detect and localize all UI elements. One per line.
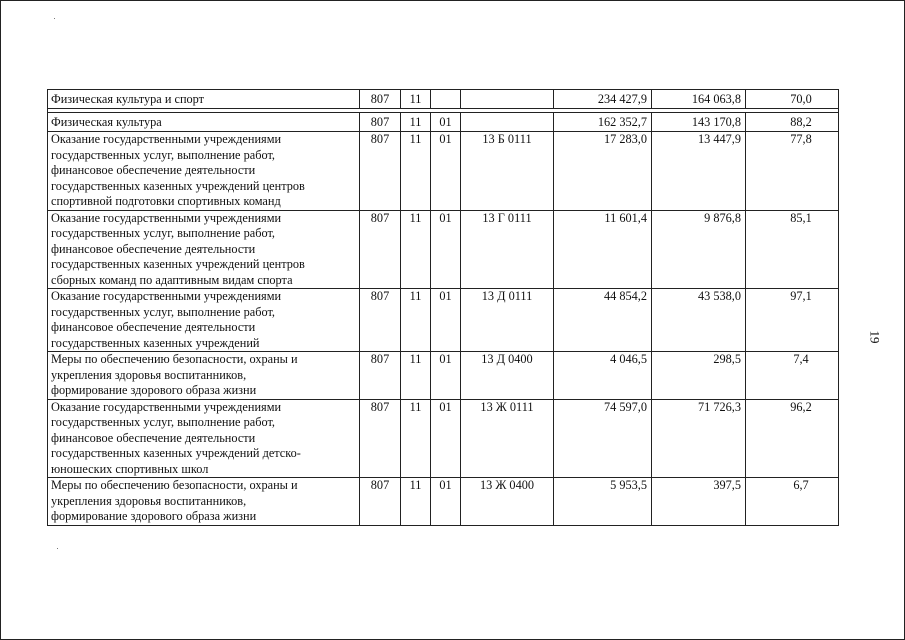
scan-speck xyxy=(54,18,55,19)
cell-pr: 01 xyxy=(431,478,461,526)
cell-plan: 11 601,4 xyxy=(554,210,652,289)
cell-plan: 44 854,2 xyxy=(554,289,652,352)
cell-percent: 85,1 xyxy=(746,210,839,289)
cell-rz: 11 xyxy=(401,113,431,132)
cell-ved: 807 xyxy=(360,113,401,132)
cell-pr: 01 xyxy=(431,210,461,289)
cell-ved: 807 xyxy=(360,478,401,526)
cell-csr: 13 Ж 0111 xyxy=(461,399,554,478)
budget-table xyxy=(47,89,839,526)
cell-rz: 11 xyxy=(401,352,431,400)
table-body xyxy=(48,90,839,526)
cell-rz: 11 xyxy=(401,289,431,352)
cell-pr xyxy=(431,90,461,109)
cell-name: Оказание государственными учреждениями государственных услуг, выполнение работ, финансовое обеспечение деятельности государственных казенных учреждений центров сборных команд по адаптивным видам спорта xyxy=(48,210,360,289)
table-row xyxy=(48,289,839,352)
cell-name: Физическая культура и спорт xyxy=(48,90,360,109)
cell-pr: 01 xyxy=(431,132,461,211)
cell-csr: 13 Ж 0400 xyxy=(461,478,554,526)
cell-ved: 807 xyxy=(360,399,401,478)
cell-csr: 13 Д 0111 xyxy=(461,289,554,352)
cell-fact: 71 726,3 xyxy=(652,399,746,478)
cell-percent: 97,1 xyxy=(746,289,839,352)
cell-fact: 397,5 xyxy=(652,478,746,526)
cell-name: Оказание государственными учреждениями государственных услуг, выполнение работ, финансовое обеспечение деятельности государственных казенных учреждений центров спортивной подготовки спортивных команд xyxy=(48,132,360,211)
cell-percent: 88,2 xyxy=(746,113,839,132)
cell-fact: 9 876,8 xyxy=(652,210,746,289)
cell-fact: 164 063,8 xyxy=(652,90,746,109)
cell-fact: 43 538,0 xyxy=(652,289,746,352)
table-row xyxy=(48,352,839,400)
cell-rz: 11 xyxy=(401,210,431,289)
cell-name: Оказание государственными учреждениями государственных услуг, выполнение работ, финансовое обеспечение деятельности государственных казенных учреждений детско- юношеских спортивных школ xyxy=(48,399,360,478)
cell-plan: 4 046,5 xyxy=(554,352,652,400)
cell-ved: 807 xyxy=(360,132,401,211)
table-row xyxy=(48,132,839,211)
cell-plan: 5 953,5 xyxy=(554,478,652,526)
cell-fact: 143 170,8 xyxy=(652,113,746,132)
cell-percent: 7,4 xyxy=(746,352,839,400)
cell-csr xyxy=(461,113,554,132)
table-row xyxy=(48,478,839,526)
cell-fact: 298,5 xyxy=(652,352,746,400)
cell-rz: 11 xyxy=(401,478,431,526)
table-row xyxy=(48,90,839,109)
cell-csr: 13 Г 0111 xyxy=(461,210,554,289)
cell-plan: 17 283,0 xyxy=(554,132,652,211)
cell-ved: 807 xyxy=(360,90,401,109)
cell-name: Меры по обеспечению безопасности, охраны и укрепления здоровья воспитанников, формирование здорового образа жизни xyxy=(48,352,360,400)
cell-name: Оказание государственными учреждениями государственных услуг, выполнение работ, финансовое обеспечение деятельности государственных казенных учреждений xyxy=(48,289,360,352)
table-row xyxy=(48,113,839,132)
page-number: 19 xyxy=(867,330,883,344)
cell-pr: 01 xyxy=(431,289,461,352)
cell-plan: 74 597,0 xyxy=(554,399,652,478)
cell-pr: 01 xyxy=(431,352,461,400)
cell-name: Физическая культура xyxy=(48,113,360,132)
cell-percent: 70,0 xyxy=(746,90,839,109)
cell-plan: 162 352,7 xyxy=(554,113,652,132)
cell-ved: 807 xyxy=(360,289,401,352)
cell-rz: 11 xyxy=(401,399,431,478)
cell-percent: 6,7 xyxy=(746,478,839,526)
cell-csr xyxy=(461,90,554,109)
cell-name: Меры по обеспечению безопасности, охраны и укрепления здоровья воспитанников, формирование здорового образа жизни xyxy=(48,478,360,526)
table-row xyxy=(48,399,839,478)
cell-fact: 13 447,9 xyxy=(652,132,746,211)
cell-ved: 807 xyxy=(360,210,401,289)
cell-plan: 234 427,9 xyxy=(554,90,652,109)
cell-csr: 13 Д 0400 xyxy=(461,352,554,400)
cell-rz: 11 xyxy=(401,90,431,109)
cell-percent: 96,2 xyxy=(746,399,839,478)
scan-speck xyxy=(57,548,58,549)
cell-ved: 807 xyxy=(360,352,401,400)
cell-rz: 11 xyxy=(401,132,431,211)
table-row xyxy=(48,210,839,289)
cell-percent: 77,8 xyxy=(746,132,839,211)
cell-csr: 13 Б 0111 xyxy=(461,132,554,211)
cell-pr: 01 xyxy=(431,399,461,478)
cell-pr: 01 xyxy=(431,113,461,132)
